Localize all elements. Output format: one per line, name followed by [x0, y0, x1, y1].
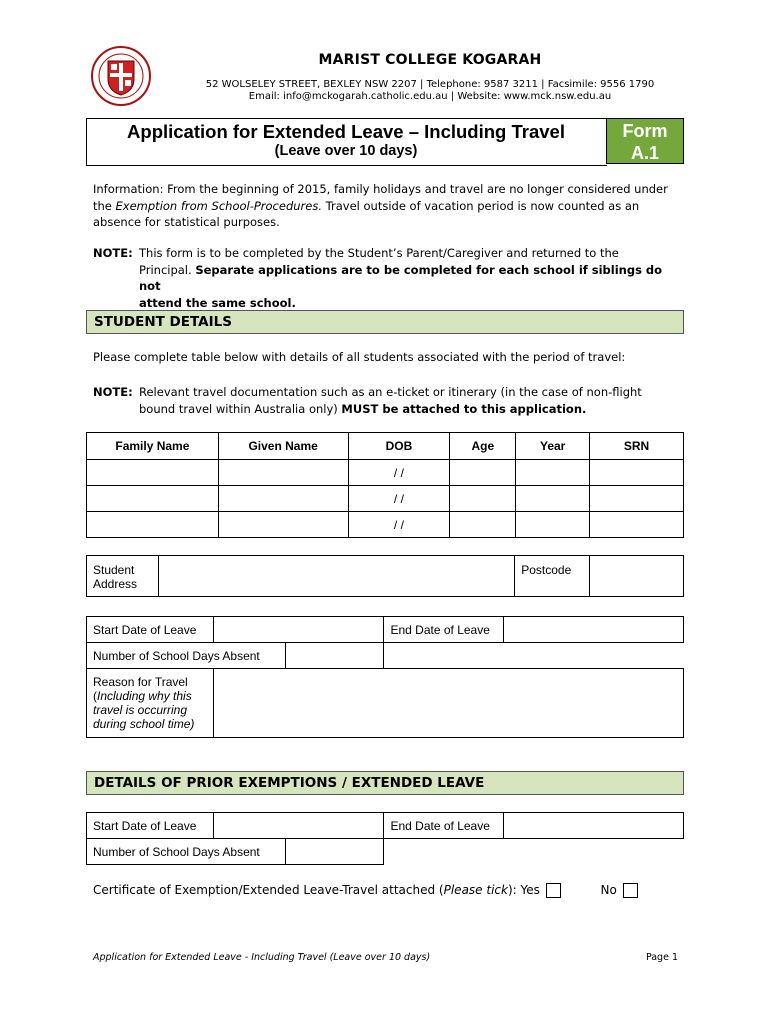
prior-days-absent-field[interactable] [285, 839, 384, 865]
info-line-3: absence for statistical purposes. [93, 215, 280, 229]
srn-field-3[interactable] [590, 512, 684, 538]
end-date-field[interactable] [504, 617, 684, 643]
family-name-field-2[interactable] [87, 486, 219, 512]
dob-field-3[interactable]: / / [348, 512, 450, 538]
prior-start-date-field[interactable] [213, 813, 384, 839]
note-line-1: This form is to be completed by the Student’s Parent/Caregiver and returned to the [139, 246, 619, 260]
yes-checkbox[interactable] [546, 883, 561, 898]
school-crest-logo [90, 45, 152, 107]
certificate-line: Certificate of Exemption/Extended Leave-Travel attached (Please tick): Yes No [93, 882, 683, 899]
start-date-field[interactable] [213, 617, 384, 643]
prior-leave-table [86, 812, 684, 865]
form-number: A.1 [630, 143, 659, 163]
form-subtitle: (Leave over 10 days) [274, 143, 418, 159]
form-label: Form [622, 121, 668, 141]
info-line-2: the Exemption from School-Procedures. Travel outside of vacation period is now counted as an [93, 198, 640, 213]
given-name-field-1[interactable] [218, 460, 348, 486]
prior-start-date-label: Start Date of Leave [87, 813, 214, 839]
given-name-field-2[interactable] [218, 486, 348, 512]
school-name: MARIST COLLEGE KOGARAH [318, 52, 542, 68]
family-name-field-3[interactable] [87, 512, 219, 538]
dob-field-2[interactable]: / / [348, 486, 450, 512]
reason-label: Reason for Travel (Including why this travel is occurring during school time) [87, 669, 214, 738]
address-table [86, 555, 684, 597]
year-field-1[interactable] [516, 460, 590, 486]
col-srn: SRN [590, 433, 684, 460]
age-field-1[interactable] [450, 460, 516, 486]
reason-field[interactable] [213, 669, 683, 738]
col-year: Year [516, 433, 590, 460]
table-header-row [87, 433, 684, 460]
prior-days-absent-label: Number of School Days Absent [87, 839, 286, 865]
prior-end-date-label: End Date of Leave [384, 813, 504, 839]
prior-end-date-field[interactable] [504, 813, 684, 839]
page-number: Page 1 [645, 952, 678, 963]
no-checkbox[interactable] [623, 883, 638, 898]
footer-title: Application for Extended Leave - Including Travel (Leave over 10 days) [93, 952, 431, 963]
note-paragraph: NOTE: This form is to be completed by the Student’s Parent/Caregiver and returned to the Principal. Separate applications are to be completed for each school if siblings do not attend the same school. [93, 246, 663, 310]
table-row [87, 512, 684, 538]
col-given-name: Given Name [218, 433, 348, 460]
age-field-2[interactable] [450, 486, 516, 512]
postcode-label: Postcode [515, 556, 590, 597]
table-row [87, 460, 684, 486]
note-line-3: attend the same school. [139, 295, 296, 310]
table-row [87, 486, 684, 512]
student-address-label: Student Address [87, 556, 159, 597]
srn-field-2[interactable] [590, 486, 684, 512]
no-label: No [600, 883, 617, 897]
days-absent-field[interactable] [285, 643, 384, 669]
students-table [86, 432, 684, 538]
form-number-badge [606, 118, 684, 164]
student-intro: Please complete table below with details of all students associated with the period of travel: [93, 350, 626, 364]
school-address: 52 WOLSELEY STREET, BEXLEY NSW 2207 | Telephone: 9587 3211 | Facsimile: 9556 1790 [205, 79, 655, 90]
info-line-1: Information: From the beginning of 2015, family holidays and travel are no longer considered under [93, 182, 668, 196]
student-details-heading: STUDENT DETAILS [86, 310, 684, 334]
days-absent-label: Number of School Days Absent [87, 643, 286, 669]
given-name-field-3[interactable] [218, 512, 348, 538]
school-contact: Email: info@mckogarah.catholic.edu.au | Website: www.mck.nsw.edu.au [248, 91, 612, 102]
col-family-name: Family Name [87, 433, 219, 460]
age-field-3[interactable] [450, 512, 516, 538]
postcode-field[interactable] [590, 556, 684, 597]
note-label: NOTE: [93, 246, 133, 260]
year-field-3[interactable] [516, 512, 590, 538]
srn-field-1[interactable] [590, 460, 684, 486]
col-dob: DOB [348, 433, 450, 460]
reason-table [86, 668, 684, 738]
student-address-field[interactable] [158, 556, 514, 597]
col-age: Age [450, 433, 516, 460]
travel-doc-note: NOTE: Relevant travel documentation such as an e-ticket or itinerary (in the case of non-flight bound travel within Australia only) MUST be attached to this application. [93, 385, 642, 416]
year-field-2[interactable] [516, 486, 590, 512]
form-title: Application for Extended Leave – Including Travel [127, 121, 565, 142]
end-date-label: End Date of Leave [384, 617, 504, 643]
leave-details-table [86, 616, 684, 669]
information-paragraph [93, 181, 683, 231]
prior-exemptions-heading: DETAILS OF PRIOR EXEMPTIONS / EXTENDED LEAVE [86, 771, 684, 795]
dob-field-1[interactable]: / / [348, 460, 450, 486]
family-name-field-1[interactable] [87, 460, 219, 486]
start-date-label: Start Date of Leave [87, 617, 214, 643]
